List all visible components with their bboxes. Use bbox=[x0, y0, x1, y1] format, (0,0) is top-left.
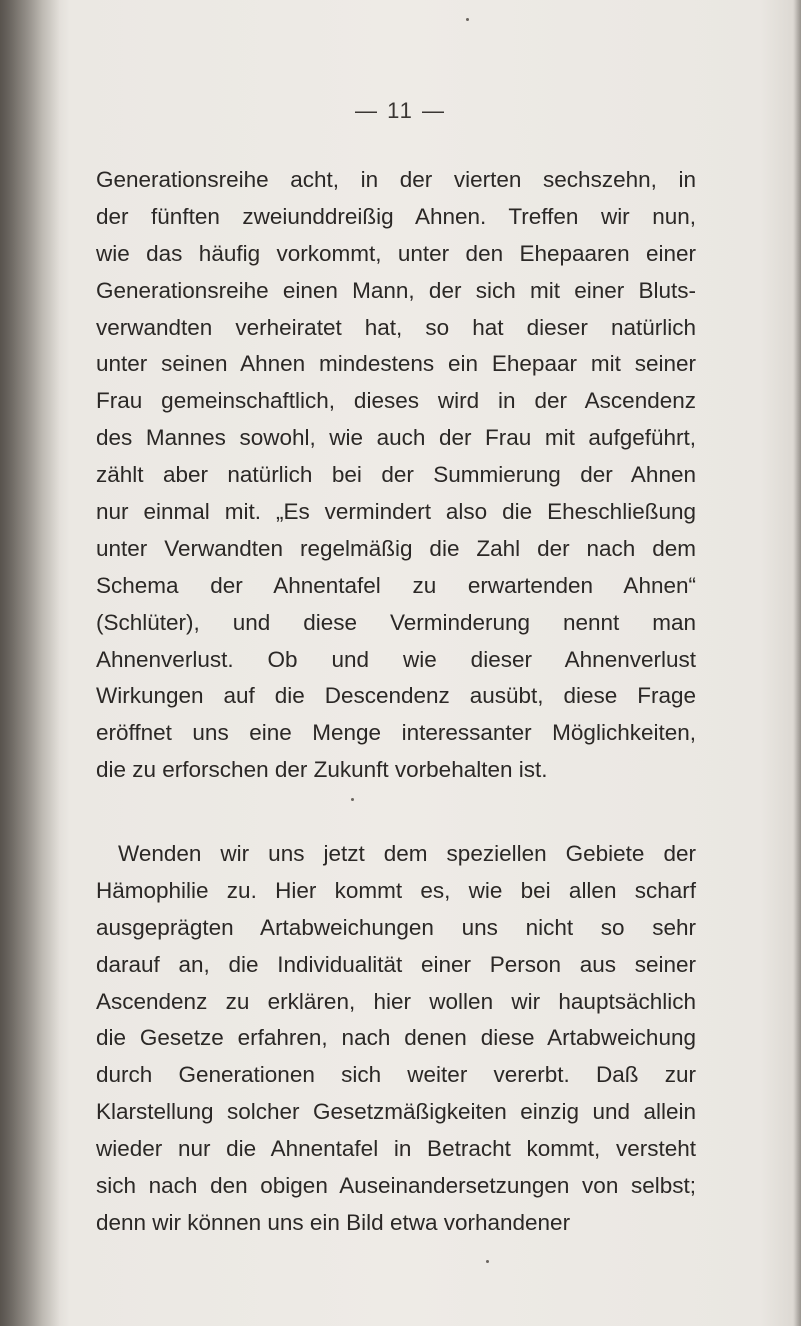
paper-speck bbox=[351, 798, 354, 801]
paper-speck bbox=[486, 1260, 489, 1263]
text-line: des Mannes sowohl, wie auch der Frau mit aufgeführt, bbox=[96, 425, 696, 451]
text-line: Frau gemeinschaftlich, dieses wird in der Ascendenz bbox=[96, 388, 696, 414]
text-line: ausgeprägten Artabweichungen uns nicht so sehr bbox=[96, 914, 696, 940]
text-line: Generationsreihe acht, in der vierten sechszehn, in bbox=[96, 167, 696, 192]
text-line: Wenden wir uns jetzt dem speziellen Gebiete der bbox=[118, 841, 696, 866]
paragraph-2 bbox=[96, 836, 696, 1242]
text-line: Wirkungen auf die Descendenz ausübt, diese Frage bbox=[96, 683, 696, 709]
paragraph-1 bbox=[96, 162, 696, 789]
text-line: Hämophilie zu. Hier kommt es, wie bei allen scharf bbox=[96, 877, 696, 903]
paper-speck bbox=[466, 18, 469, 21]
binding-shadow bbox=[0, 0, 60, 1326]
text-line: Klarstellung solcher Gesetzmäßigkeiten einzig und allein bbox=[96, 1099, 696, 1125]
text-line: denn wir können uns ein Bild etwa vorhandener bbox=[96, 1209, 571, 1235]
text-line: die Gesetze erfahren, nach denen diese Artabweichung bbox=[96, 1025, 696, 1051]
text-line: der fünften zweiunddreißig Ahnen. Treffen wir nun, bbox=[96, 203, 696, 229]
text-line: Generationsreihe einen Mann, der sich mit einer Bluts- bbox=[96, 277, 696, 303]
page-number: — 11 — bbox=[354, 98, 447, 123]
text-line: unter seinen Ahnen mindestens ein Ehepaar mit seiner bbox=[96, 351, 696, 377]
text-line: Ascendenz zu erklären, hier wollen wir hauptsächlich bbox=[96, 988, 696, 1014]
text-line: Ahnenverlust. Ob und wie dieser Ahnenverlust bbox=[96, 646, 696, 672]
text-line: unter Verwandten regelmäßig die Zahl der nach dem bbox=[96, 535, 696, 561]
text-line: nur einmal mit. „Es vermindert also die Eheschließung bbox=[96, 499, 696, 525]
page-edge-shadow bbox=[793, 0, 801, 1326]
text-line: darauf an, die Individualität einer Person aus seiner bbox=[96, 951, 696, 977]
text-line: eröffnet uns eine Menge interessanter Möglichkeiten, bbox=[96, 720, 696, 746]
text-line: (Schlüter), und diese Verminderung nennt man bbox=[96, 609, 696, 635]
text-line: wieder nur die Ahnentafel in Betracht kommt, versteht bbox=[96, 1136, 696, 1162]
text-line: verwandten verheiratet hat, so hat dieser natürlich bbox=[96, 314, 696, 340]
text-line: durch Generationen sich weiter vererbt. Daß zur bbox=[96, 1062, 696, 1088]
text-line: Schema der Ahnentafel zu erwartenden Ahnen“ bbox=[96, 572, 696, 598]
text-line: wie das häufig vorkommt, unter den Ehepaaren einer bbox=[96, 240, 696, 266]
text-line: zählt aber natürlich bei der Summierung der Ahnen bbox=[96, 462, 696, 488]
text-line: sich nach den obigen Auseinandersetzungen von selbst; bbox=[96, 1173, 696, 1199]
text-line: die zu erforschen der Zukunft vorbehalten ist. bbox=[96, 757, 548, 783]
